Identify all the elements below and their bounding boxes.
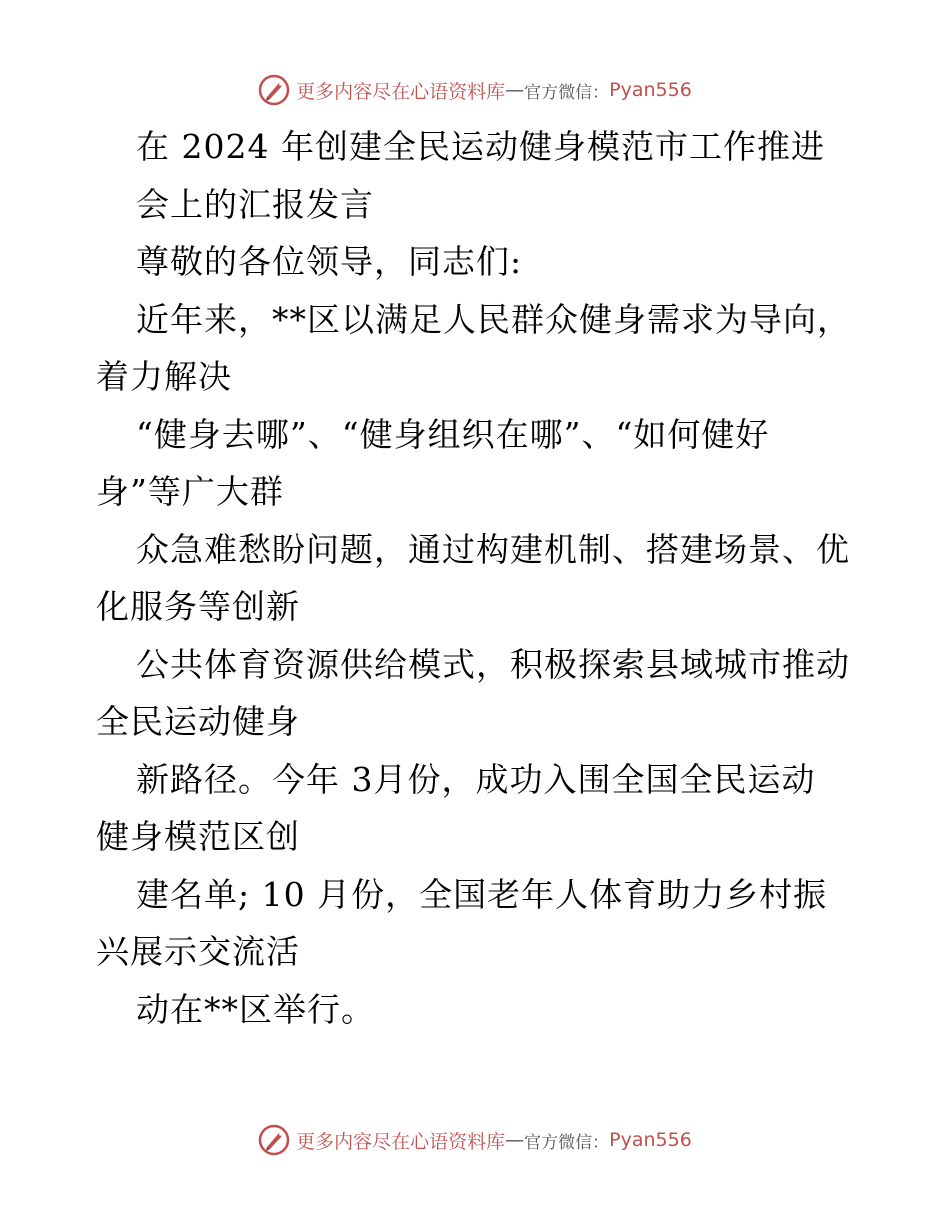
document-line: 兴展示交流活: [96, 932, 300, 971]
banner-separator: —: [505, 79, 525, 101]
banner-title: 更多内容尽在心语资料库: [296, 1130, 506, 1153]
document-line: 化服务等创新: [96, 587, 300, 626]
banner-text: [296, 1127, 692, 1154]
banner-wechat-id: Pyan556: [609, 79, 692, 101]
document-line: “健身去哪”、“健身组织在哪”、“如何健好: [136, 414, 770, 454]
document-line: 健身模范区创: [96, 817, 300, 856]
banner-wechat-label: 官方微信：: [524, 1132, 610, 1153]
document-line: 近年来，**区以满足人民群众健身需求为导向，: [136, 299, 851, 339]
document-line: 建名单; 10 月份，全国老年人体育助力乡村振: [136, 874, 828, 914]
pen-logo-icon: [258, 1124, 290, 1156]
document-line: 着力解决: [96, 357, 232, 396]
pen-logo-icon: [258, 74, 290, 106]
footer-banner: [0, 1120, 950, 1160]
banner-wechat-label: 官方微信：: [524, 82, 610, 103]
document-line: 尊敬的各位领导，同志们:: [136, 242, 523, 281]
header-banner: [0, 70, 950, 110]
document-line: 在 2024 年创建全民运动健身模范市工作推进: [136, 127, 825, 166]
document-line: 众急难愁盼问题，通过构建机制、搭建场景、优: [136, 529, 850, 569]
banner-title: 更多内容尽在心语资料库: [296, 80, 506, 103]
banner-text: [296, 77, 692, 104]
banner-wechat-id: Pyan556: [609, 1129, 692, 1151]
document-line: 身”等广大群: [96, 472, 284, 511]
document-body: [96, 118, 856, 1038]
document-line: 公共体育资源供给模式，积极探索县域城市推动: [136, 644, 850, 684]
document-line: 动在**区举行。: [136, 989, 375, 1029]
document-line: 会上的汇报发言: [136, 184, 374, 224]
document-line: 全民运动健身: [96, 702, 300, 741]
banner-separator: —: [505, 1129, 525, 1151]
document-line: 新路径。今年 3月份，成功入围全国全民运动: [136, 759, 816, 799]
